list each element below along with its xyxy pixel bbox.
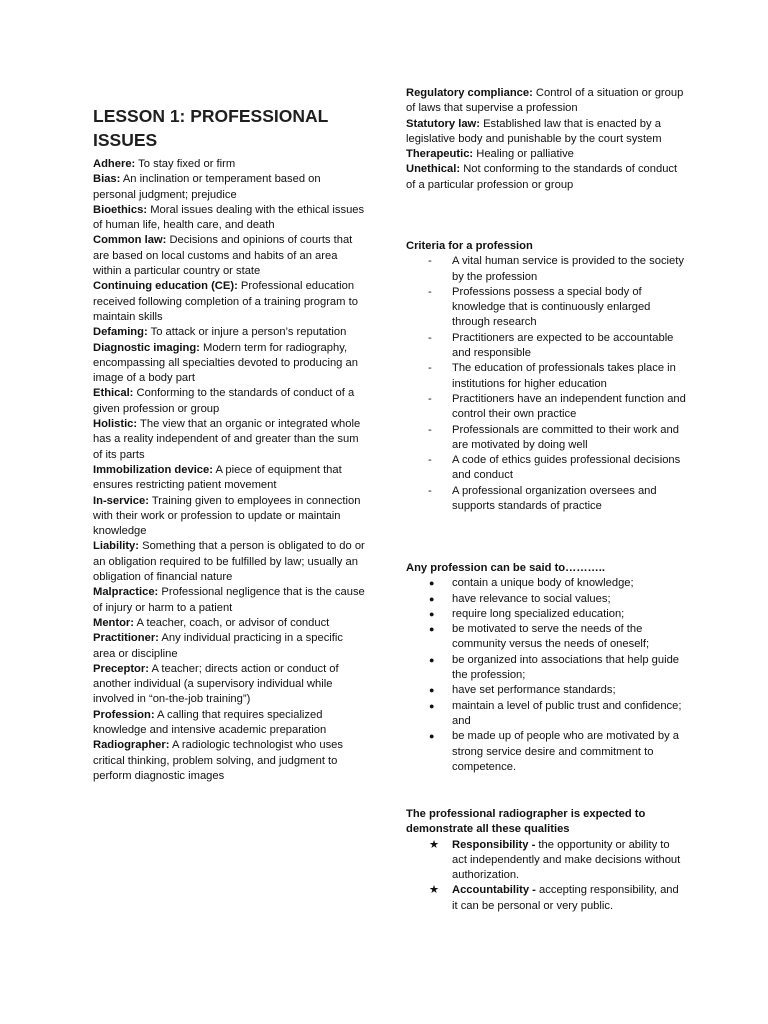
list-item bbox=[406, 653, 686, 684]
list-item-text: be made up of people who are motivated by a strong service desire and commitment to competence. bbox=[452, 730, 680, 773]
list-item bbox=[406, 883, 686, 914]
list-item-text: have relevance to social values; bbox=[452, 592, 611, 605]
glossary-definition: To attack or injure a person’s reputation bbox=[147, 326, 347, 339]
glossary-term: Bias: bbox=[93, 173, 121, 186]
glossary-definition: Decisions and opinions of courts that are based on local customs and habits of an area within a particular country or state bbox=[93, 234, 353, 278]
list-item bbox=[406, 285, 686, 331]
list-item-text: Professions possess a special body of knowledge that is continuously enlarged through research bbox=[452, 285, 651, 329]
glossary-term: Continuing education (CE): bbox=[93, 280, 238, 293]
list-item-text: require long specialized education; bbox=[452, 607, 625, 620]
list-item bbox=[406, 622, 686, 653]
bullet-icon: ● bbox=[429, 593, 435, 604]
list-item-text: A code of ethics guides professional decisions and conduct bbox=[452, 454, 681, 482]
qualities-section bbox=[406, 807, 686, 914]
glossary-term: Ethical: bbox=[93, 387, 134, 400]
dash-marker: - bbox=[428, 362, 432, 375]
quality-definition: accepting responsibility, and it can be personal or very public. bbox=[452, 884, 679, 912]
criteria-list bbox=[406, 254, 686, 514]
list-item-text: A vital human service is provided to the society by the profession bbox=[452, 255, 684, 283]
glossary-definition: Something that a person is obligated to do or an obligation required to be fulfilled by law; usually an obligation of financial nature bbox=[93, 540, 365, 584]
list-item-text: be motivated to serve the needs of the community versus the needs of oneself; bbox=[452, 623, 650, 651]
glossary-term: Holistic: bbox=[93, 418, 138, 431]
list-item bbox=[406, 423, 686, 454]
glossary-term: Diagnostic imaging: bbox=[93, 341, 200, 354]
dash-marker: - bbox=[428, 423, 432, 436]
glossary-definition: A radiologic technologist who uses critical thinking, problem solving, and judgment to perform diagnostic images bbox=[93, 739, 343, 782]
quality-term: Responsibility - bbox=[452, 838, 539, 851]
list-item bbox=[406, 576, 686, 591]
glossary-term: Common law: bbox=[93, 234, 167, 247]
dash-marker: - bbox=[428, 285, 432, 298]
list-item-text: A professional organization oversees and supports standards of practice bbox=[452, 484, 657, 513]
list-item bbox=[406, 484, 686, 515]
glossary-definition: A piece of equipment that ensures restricting patient movement bbox=[93, 463, 342, 492]
glossary-term: Profession: bbox=[93, 708, 155, 721]
glossary-right bbox=[406, 86, 686, 193]
list-item-text: Practitioners have an independent function and control their own practice bbox=[452, 392, 686, 421]
glossary-definition: A teacher; directs action or conduct of another individual (a supervisory individual while involved in “on-the-job training”) bbox=[93, 662, 339, 706]
dash-marker: - bbox=[428, 392, 432, 405]
glossary-term: Defaming: bbox=[93, 326, 148, 339]
glossary-term: Unethical: bbox=[406, 163, 461, 176]
glossary-left bbox=[93, 157, 365, 784]
star-icon: ★ bbox=[429, 884, 440, 897]
glossary-definition: To stay fixed or firm bbox=[135, 158, 236, 170]
bullet-icon: ● bbox=[429, 731, 435, 742]
dash-marker: - bbox=[428, 454, 432, 467]
glossary-term: Liability: bbox=[93, 540, 139, 553]
any-profession-list bbox=[406, 576, 686, 775]
glossary-definition: Professional education received following completion of a training program to maintain skills bbox=[93, 280, 358, 323]
quality-definition: the opportunity or ability to act independently and make decisions without authorization. bbox=[452, 838, 681, 882]
bullet-icon: ● bbox=[429, 654, 435, 665]
dash-marker: - bbox=[428, 255, 432, 268]
list-item-text: be organized into associations that help guide the profession; bbox=[452, 653, 680, 682]
list-item bbox=[406, 254, 686, 285]
list-item-text: Professionals are committed to their work and are motivated by doing well bbox=[452, 423, 679, 451]
criteria-heading: Criteria for a profession bbox=[406, 240, 533, 252]
qualities-list bbox=[406, 838, 686, 914]
bullet-icon: ● bbox=[429, 578, 435, 589]
criteria-section bbox=[406, 239, 686, 514]
bullet-icon: ● bbox=[429, 685, 435, 696]
any-profession-heading: Any profession can be said to……….. bbox=[406, 562, 605, 574]
glossary-term: Mentor: bbox=[93, 616, 135, 629]
glossary-term: Bioethics: bbox=[93, 203, 148, 216]
list-item-text: maintain a level of public trust and confidence; and bbox=[452, 699, 682, 727]
dash-marker: - bbox=[428, 331, 432, 344]
glossary-definition: Healing or palliative bbox=[473, 148, 574, 161]
glossary-term: Malpractice: bbox=[93, 586, 159, 599]
glossary-term: Preceptor: bbox=[93, 662, 149, 675]
glossary-definition: An inclination or temperament based on personal judgment; prejudice bbox=[93, 173, 321, 201]
list-item-text: have set performance standards; bbox=[452, 684, 616, 697]
bullet-icon: ● bbox=[429, 608, 435, 619]
list-item bbox=[406, 838, 686, 884]
star-icon: ★ bbox=[429, 838, 440, 851]
glossary-definition: Control of a situation or group of laws that supervise a profession bbox=[406, 87, 684, 115]
glossary-definition: Any individual practicing in a specific area or discipline bbox=[93, 632, 343, 660]
list-item bbox=[406, 607, 686, 622]
list-item bbox=[406, 683, 686, 698]
glossary-term: Statutory law: bbox=[406, 117, 480, 130]
list-item bbox=[406, 592, 686, 607]
bullet-icon: ● bbox=[429, 624, 435, 635]
glossary-definition: The view that an organic or integrated whole has a reality independent of and greater than the sum of its parts bbox=[93, 418, 361, 461]
glossary-definition: Professional negligence that is the cause of injury or harm to a patient bbox=[93, 586, 365, 614]
glossary-definition: A calling that requires specialized knowledge and intensive academic preparation bbox=[93, 708, 327, 736]
list-item bbox=[406, 729, 686, 775]
qualities-heading: The professional radiographer is expected to demonstrate all these qualities bbox=[406, 808, 646, 836]
any-profession-section bbox=[406, 561, 686, 775]
list-item-text: The education of professionals takes place in institutions for higher education bbox=[452, 362, 676, 390]
glossary-definition: Training given to employees in connection with their work or profession to update or maintain knowledge bbox=[93, 494, 361, 538]
glossary-term: Immobilization device: bbox=[93, 463, 213, 476]
glossary-definition: Established law that is enacted by a legislative body and punishable by the court system bbox=[406, 117, 662, 145]
quality-term: Accountability - bbox=[452, 884, 536, 897]
glossary-term: Adhere: bbox=[93, 158, 136, 170]
list-item bbox=[406, 361, 686, 392]
list-item bbox=[406, 699, 686, 730]
glossary-term: Practitioner: bbox=[93, 632, 159, 645]
dash-marker: - bbox=[428, 484, 432, 497]
glossary-term: In-service: bbox=[93, 494, 149, 507]
glossary-term: Regulatory compliance: bbox=[406, 87, 533, 99]
list-item bbox=[406, 453, 686, 484]
lesson-title: LESSON 1: PROFESSIONAL ISSUES bbox=[93, 106, 328, 150]
glossary-definition: A teacher, coach, or advisor of conduct bbox=[134, 616, 330, 629]
glossary-definition: Moral issues dealing with the ethical issues of human life, health care, and death bbox=[93, 203, 365, 232]
list-item-text: Practitioners are expected to be accountable and responsible bbox=[452, 331, 674, 360]
list-item bbox=[406, 392, 686, 423]
glossary-term: Radiographer: bbox=[93, 739, 170, 752]
glossary-definition: Modern term for radiography, encompassing all specialties devoted to producing an image of a body part bbox=[93, 341, 358, 385]
glossary-definition: Not conforming to the standards of conduct of a particular profession or group bbox=[406, 163, 678, 191]
glossary-term: Therapeutic: bbox=[406, 148, 474, 161]
list-item bbox=[406, 331, 686, 362]
list-item-text: contain a unique body of knowledge; bbox=[452, 577, 634, 590]
glossary-definition: Conforming to the standards of conduct of a given profession or group bbox=[93, 387, 355, 415]
bullet-icon: ● bbox=[429, 700, 435, 711]
